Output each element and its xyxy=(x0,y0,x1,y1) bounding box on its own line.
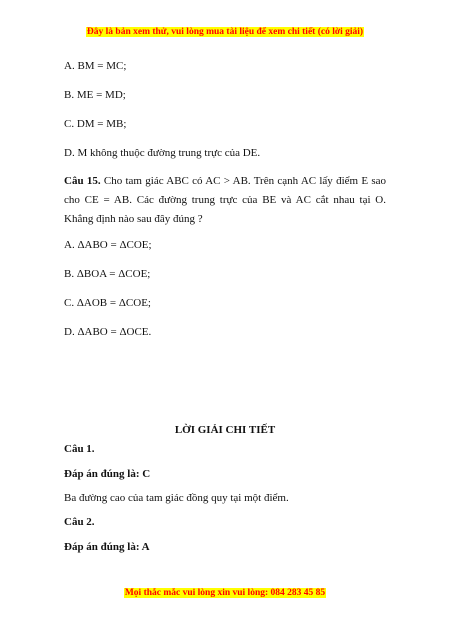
option-q14-d: D. M không thuộc đường trung trực của DE. xyxy=(64,147,261,159)
option-q15-c: C. ΔAOB = ΔCOE; xyxy=(64,297,151,309)
question-15 xyxy=(64,172,386,229)
option-q14-c: C. DM = MB; xyxy=(64,118,127,130)
option-q14-b: B. ME = MD; xyxy=(64,89,126,101)
option-q15-b: B. ΔBOA = ΔCOE; xyxy=(64,268,151,280)
solution-q1-answer: Đáp án đúng là: C xyxy=(64,468,151,480)
solution-q1-label: Câu 1. xyxy=(64,443,95,455)
question-15-text: Cho tam giác ABC có AC > AB. Trên cạnh AC lấy điểm E sao cho CE = AB. Các đường trung trực của BE và AC cắt nhau tại O. Khẳng định nào sau đây đúng ? xyxy=(64,175,387,225)
solution-q2-label: Câu 2. xyxy=(64,516,95,528)
solution-q1-text: Ba đường cao của tam giác đồng quy tại một điểm. xyxy=(64,492,289,504)
option-q14-a: A. BM = MC; xyxy=(64,60,127,72)
option-q15-a: A. ΔABO = ΔCOE; xyxy=(64,239,152,251)
question-15-label: Câu 15. xyxy=(64,175,101,187)
contact-banner xyxy=(0,587,450,599)
option-q15-d: D. ΔABO = ΔOCE. xyxy=(64,326,152,338)
contact-banner-text: Mọi thắc mắc vui lòng xin vui lòng: 084 283 45 85 xyxy=(124,588,326,598)
solution-q2-answer: Đáp án đúng là: A xyxy=(64,541,150,553)
preview-notice-text: Đây là bản xem thử, vui lòng mua tài liệu để xem chi tiết (có lời giải) xyxy=(86,27,364,37)
solution-heading: LỜI GIẢI CHI TIẾT xyxy=(174,424,276,436)
preview-notice-banner xyxy=(0,26,450,38)
